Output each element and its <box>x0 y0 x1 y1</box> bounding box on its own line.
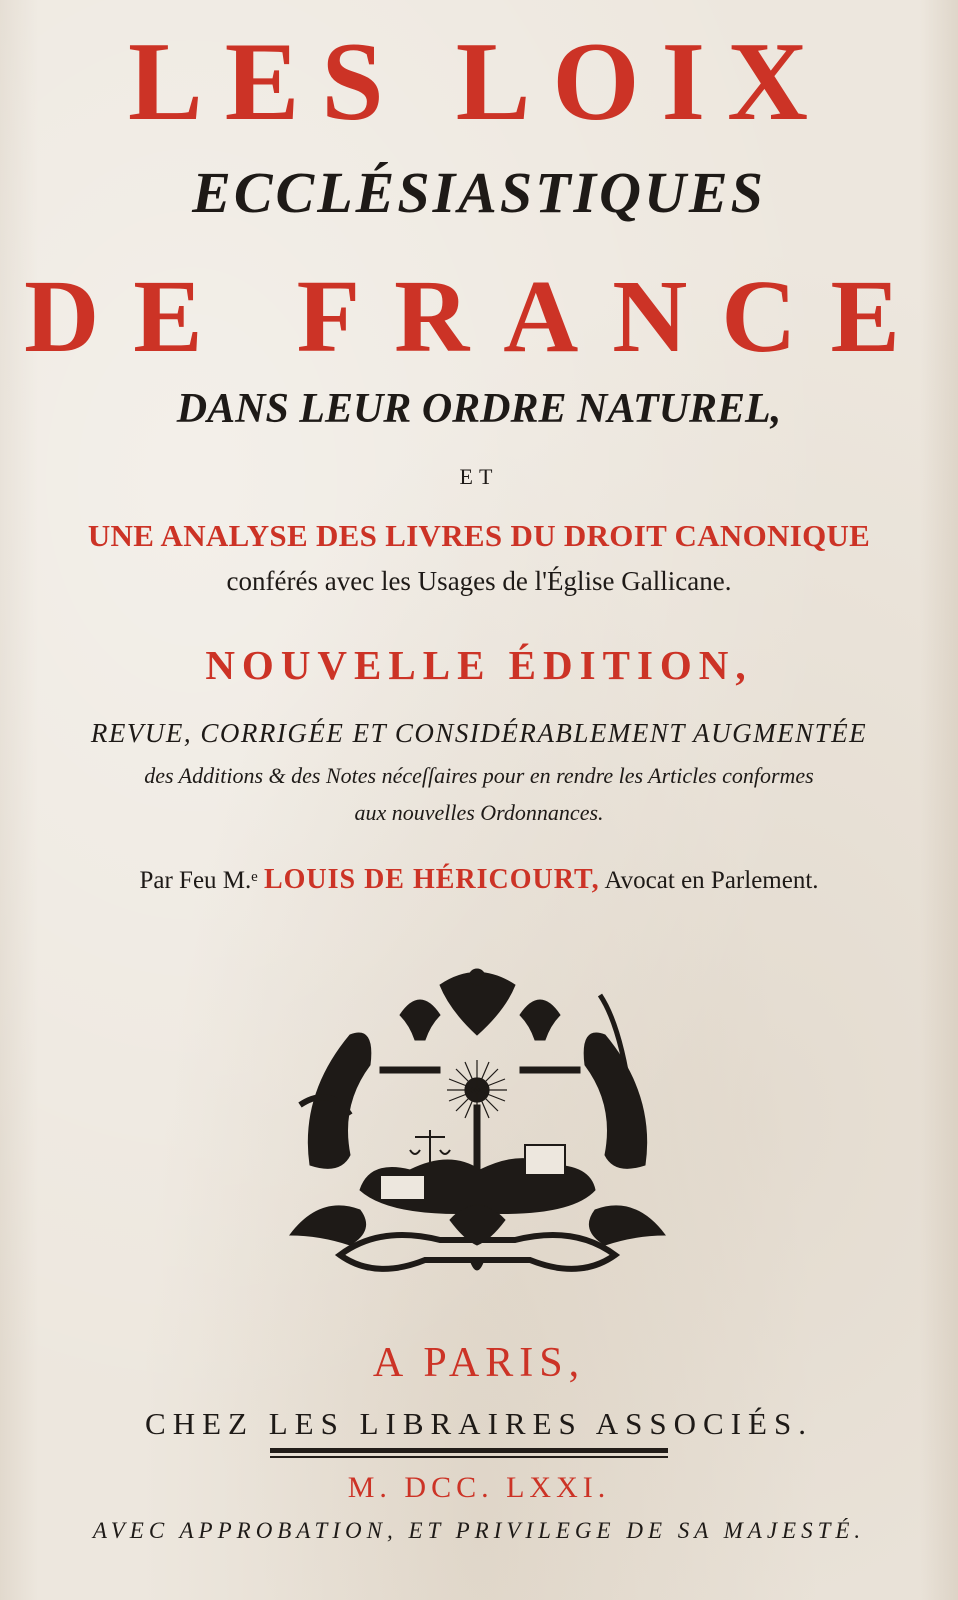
imprint-city: A PARIS, <box>372 1340 586 1386</box>
author-name: LOUIS DE HÉRICOURT, <box>263 864 600 895</box>
analysis-subline: conférés avec les Usages de l'Église Gallicane. <box>226 566 732 596</box>
imprint-year: M. DCC. LXXI. <box>347 1471 611 1504</box>
double-rule-divider <box>270 1448 668 1460</box>
conjunction: ET <box>459 464 499 489</box>
author-suffix: Avocat en Parlement. <box>604 867 819 894</box>
imprint-publisher: CHEZ LES LIBRAIRES ASSOCIÉS. <box>145 1406 813 1441</box>
title-line-les-loix: LES LOIX <box>128 20 830 144</box>
woodcut-vignette-icon <box>280 955 675 1285</box>
title-line-ecclesiastiques: ECCLÉSIASTIQUES <box>192 160 766 225</box>
subtitle: DANS LEUR ORDRE NATUREL, <box>176 386 782 432</box>
author-line <box>0 862 958 899</box>
author-prefix: Par Feu M.ᵉ <box>139 867 258 894</box>
additions-line-2: aux nouvelles Ordonnances. <box>354 800 604 825</box>
revision-line: REVUE, CORRIGÉE ET CONSIDÉRABLEMENT AUGMENTÉE <box>90 718 868 748</box>
additions-line-1: des Additions & des Notes néceſſaires pour en rendre les Articles conformes <box>144 763 814 788</box>
title-line-de-france: DE FRANCE <box>24 259 934 374</box>
analysis-heading: UNE ANALYSE DES LIVRES DU DROIT CANONIQUE <box>87 518 871 553</box>
privilege-line: AVEC APPROBATION, ET PRIVILEGE DE SA MAJESTÉ. <box>92 1518 866 1543</box>
edition-heading: NOUVELLE ÉDITION, <box>205 642 753 688</box>
